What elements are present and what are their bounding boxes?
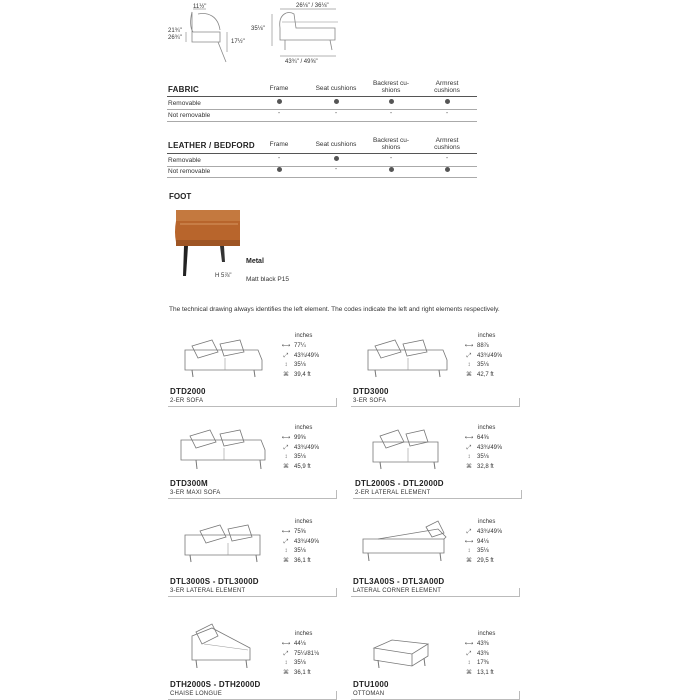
spec-height: 35⅛ [477, 548, 489, 555]
fabric-header-seat: Seat cushions [315, 85, 357, 92]
product-code: DTL3000S - DTL3000D [170, 577, 259, 586]
depth-arrow-icon: ⤢ [466, 444, 472, 451]
spec-depth: 94⅛ [477, 538, 489, 545]
fabric-header-armrest: Armrest cushions [434, 80, 460, 94]
width-arrow-icon: ⟷ [464, 434, 474, 441]
divider [168, 691, 337, 700]
specs-header: inches [478, 333, 496, 339]
depth-arrow-icon: ⤢ [283, 352, 289, 359]
specs-header: inches [478, 631, 496, 637]
spec-height: 35⅛ [477, 454, 489, 461]
foot-finish: Matt black P15 [246, 276, 289, 283]
cell-dash: - [277, 110, 281, 117]
specs-header: inches [295, 333, 313, 339]
spec-volume: 42,7 ft [477, 372, 494, 379]
spec-height: 35⅛ [477, 362, 489, 369]
side-view-drawings [160, 0, 360, 70]
row-label-removable: Removable [168, 100, 201, 107]
depth-arrow-icon: ⟷ [464, 538, 474, 545]
width-arrow-icon: ⟷ [281, 434, 291, 441]
sofa-drawing [180, 515, 270, 565]
product-code: DTD3000 [353, 387, 389, 396]
specs-block [464, 630, 495, 679]
sofa-drawing [180, 330, 270, 380]
product-code: DTD2000 [170, 387, 206, 396]
leather-table-title: LEATHER / BEDFORD [168, 141, 255, 150]
sofa-drawing [176, 422, 271, 472]
leather-header-armrest: Armrest cushions [434, 137, 460, 151]
specs-block [281, 630, 319, 679]
cell-dot [259, 167, 299, 174]
divider [168, 398, 337, 407]
volume-icon: ⌘ [283, 372, 289, 379]
cell-dash: - [389, 110, 393, 117]
spec-volume: 32,8 ft [477, 464, 494, 471]
specs-header: inches [478, 519, 496, 525]
product-desc: LATERAL CORNER ELEMENT [353, 588, 442, 594]
foot-material: Metal [246, 258, 264, 265]
depth-arrow-icon: ⤢ [283, 538, 289, 545]
leather-header-backrest: Backrest cu- shions [372, 137, 410, 151]
row-label-not-removable: Not removable [168, 112, 211, 119]
specs-block [464, 332, 502, 381]
spec-width: 88⅞ [477, 342, 489, 349]
height-arrow-icon: ↕ [284, 362, 288, 369]
product-code: DTU1000 [353, 680, 389, 689]
fabric-table-title: FABRIC [168, 85, 199, 94]
spec-width: 99⅝ [294, 434, 306, 441]
dim-label: 35⅛" [251, 26, 265, 32]
dim-label: 43¾" / 49⅝" [285, 59, 318, 65]
specs-header: inches [295, 631, 313, 637]
depth-arrow-icon: ⤢ [466, 650, 472, 657]
height-arrow-icon: ↕ [284, 454, 288, 461]
volume-icon: ⌘ [466, 558, 472, 565]
spec-width: 64⅝ [477, 434, 489, 441]
dim-label: 26¾" [168, 35, 182, 41]
spec-height: 35⅛ [294, 660, 306, 667]
volume-icon: ⌘ [283, 464, 289, 471]
divider [168, 588, 337, 597]
dim-label: 17½" [231, 39, 245, 45]
ottoman-drawing [368, 628, 438, 678]
specs-header: inches [478, 425, 496, 431]
divider [351, 691, 520, 700]
spec-volume: 36,1 ft [294, 558, 311, 565]
cell-dash: - [334, 110, 338, 117]
foot-height-label: H 5⅞" [215, 273, 232, 279]
spec-depth: 43¾/49⅝ [294, 352, 320, 359]
width-arrow-icon: ⟷ [281, 342, 291, 349]
spec-volume: 39,4 ft [294, 372, 311, 379]
spec-width: 77¼ [294, 342, 306, 349]
product-desc: OTTOMAN [353, 691, 385, 697]
width-arrow-icon: ⟷ [281, 528, 291, 535]
divider [167, 177, 477, 178]
specs-header: inches [295, 519, 313, 525]
volume-icon: ⌘ [283, 670, 289, 677]
divider [167, 121, 477, 122]
height-arrow-icon: ↕ [467, 660, 471, 667]
sofa-drawing [363, 330, 453, 380]
width-arrow-icon: ⟷ [464, 640, 474, 647]
cell-dot [316, 99, 356, 106]
width-arrow-icon: ⤢ [466, 528, 472, 535]
product-desc: 2-ER LATERAL ELEMENT [355, 490, 431, 496]
product-desc: 3-ER MAXI SOFA [170, 490, 221, 496]
leather-header-frame: Frame [269, 141, 289, 148]
cell-dot [316, 156, 356, 163]
volume-icon: ⌘ [466, 670, 472, 677]
spec-depth: 43¾/49⅝ [294, 444, 320, 451]
sofa-drawing [368, 422, 448, 472]
height-arrow-icon: ↕ [467, 548, 471, 555]
divider [168, 490, 337, 499]
spec-height: 17⅜ [477, 660, 489, 667]
specs-block [464, 518, 502, 567]
specs-block [281, 332, 319, 381]
spec-volume: 36,1 ft [294, 670, 311, 677]
spec-height: 35⅛ [294, 548, 306, 555]
depth-arrow-icon: ⤢ [466, 352, 472, 359]
spec-width: 44⅛ [294, 640, 306, 647]
cell-dot [371, 99, 411, 106]
specs-block [281, 518, 319, 567]
dim-label: 26⅛" / 36⅛" [296, 3, 329, 9]
specs-block [281, 424, 319, 473]
divider [353, 490, 522, 499]
spec-volume: 13,1 ft [477, 670, 494, 677]
height-arrow-icon: ↕ [284, 548, 288, 555]
cell-dash: - [445, 110, 449, 117]
depth-arrow-icon: ⤢ [283, 444, 289, 451]
spec-volume: 29,5 ft [477, 558, 494, 565]
dim-label: 21¾" [168, 28, 182, 34]
spec-width: 75⅝ [294, 528, 306, 535]
divider [167, 96, 477, 97]
volume-icon: ⌘ [283, 558, 289, 565]
technical-note: The technical drawing always identifies the left element. The codes indicate the left and right elements respectively. [169, 306, 500, 313]
product-desc: 3-ER SOFA [353, 398, 387, 404]
spec-volume: 45,9 ft [294, 464, 311, 471]
divider [351, 588, 520, 597]
cell-dash: - [277, 155, 281, 162]
spec-width: 43¾/49⅝ [477, 528, 503, 535]
cell-dash: - [334, 166, 338, 173]
product-code: DTH2000S - DTH2000D [170, 680, 261, 689]
row-label-not-removable: Not removable [168, 168, 211, 175]
spec-height: 35⅛ [294, 454, 306, 461]
fabric-header-backrest: Backrest cu- shions [372, 80, 410, 94]
volume-icon: ⌘ [466, 372, 472, 379]
fabric-header-frame: Frame [269, 85, 289, 92]
spec-depth: 43¾/49⅝ [294, 538, 320, 545]
foot-title: FOOT [169, 192, 192, 201]
product-desc: CHAISE LONGUE [170, 691, 222, 697]
width-arrow-icon: ⟷ [281, 640, 291, 647]
leather-header-seat: Seat cushions [315, 141, 357, 148]
cell-dot [427, 167, 467, 174]
specs-header: inches [295, 425, 313, 431]
product-code: DTD300M [170, 479, 208, 488]
spec-width: 43⅜ [477, 640, 489, 647]
depth-arrow-icon: ⤢ [283, 650, 289, 657]
product-desc: 2-ER SOFA [170, 398, 204, 404]
spec-depth: 43¾/49⅝ [477, 444, 503, 451]
width-arrow-icon: ⟷ [464, 342, 474, 349]
chaise-drawing [182, 618, 262, 673]
volume-icon: ⌘ [466, 464, 472, 471]
spec-height: 35⅛ [294, 362, 306, 369]
product-code: DTL2000S - DTL2000D [355, 479, 444, 488]
cell-dash: - [445, 155, 449, 162]
divider [167, 153, 477, 154]
sofa-drawing [358, 515, 453, 565]
spec-depth: 43¾/49⅝ [477, 352, 503, 359]
divider [351, 398, 520, 407]
specs-block [464, 424, 502, 473]
product-code: DTL3A00S - DTL3A00D [353, 577, 445, 586]
cell-dot [427, 99, 467, 106]
product-desc: 3-ER LATERAL ELEMENT [170, 588, 246, 594]
height-arrow-icon: ↕ [467, 362, 471, 369]
cell-dot [371, 167, 411, 174]
cell-dash: - [389, 155, 393, 162]
height-arrow-icon: ↕ [284, 660, 288, 667]
row-label-removable: Removable [168, 157, 201, 164]
spec-depth: 43⅜ [477, 650, 489, 657]
height-arrow-icon: ↕ [467, 454, 471, 461]
spec-depth: 75¼/81⅛ [294, 650, 320, 657]
dim-label: 11½" [193, 4, 207, 10]
cell-dot [259, 99, 299, 106]
